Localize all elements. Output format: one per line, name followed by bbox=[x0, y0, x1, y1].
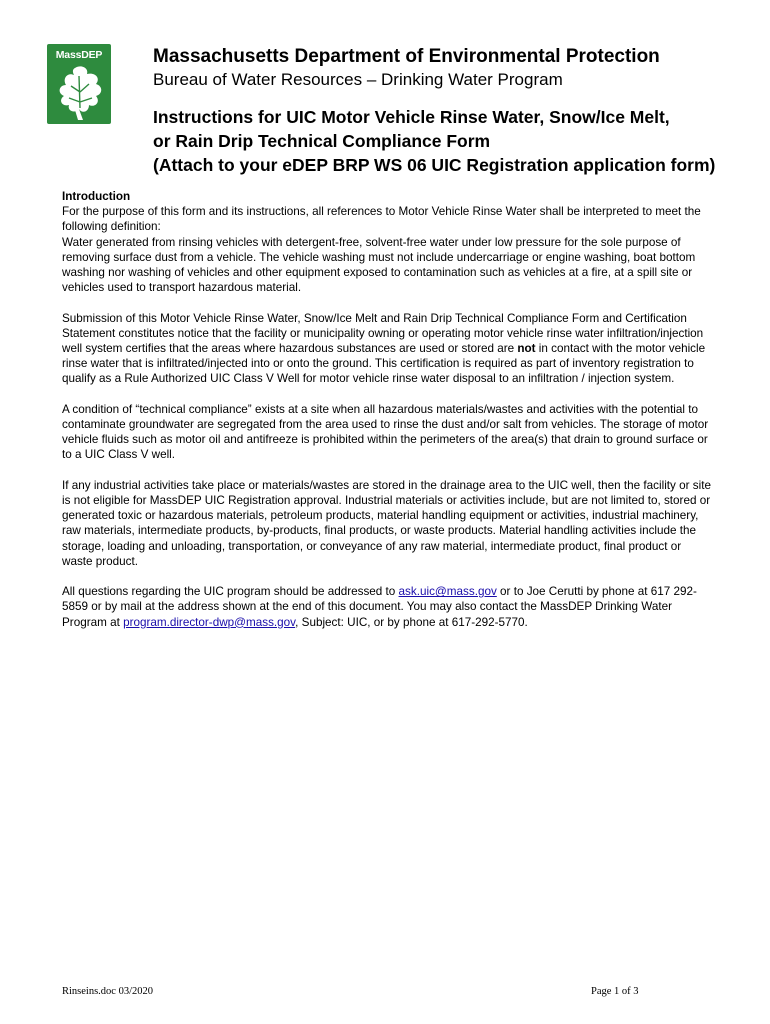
title-line: or Rain Drip Technical Compliance Form bbox=[153, 131, 491, 151]
footer-page-number: Page 1 of 3 bbox=[591, 986, 639, 997]
email-link-program-director[interactable]: program.director-dwp@mass.gov bbox=[123, 615, 296, 629]
title-line: (Attach to your eDEP BRP WS 06 UIC Registration application form) bbox=[153, 155, 716, 175]
paragraph: For the purpose of this form and its instructions, all references to Motor Vehicle Rinse Water shall be interpreted to meet the following definition: bbox=[62, 205, 701, 234]
title-line: Instructions for UIC Motor Vehicle Rinse Water, Snow/Ice Melt, bbox=[153, 107, 670, 127]
logo-text: MassDEP bbox=[55, 49, 103, 61]
email-link-ask-uic[interactable]: ask.uic@mass.gov bbox=[398, 585, 497, 599]
oak-leaf-icon bbox=[51, 62, 107, 122]
organization-name: Massachusetts Department of Environmental Protection bbox=[153, 46, 660, 67]
document-body bbox=[62, 189, 712, 645]
bureau-name: Bureau of Water Resources – Drinking Water Program bbox=[153, 70, 563, 89]
contact-paragraph: All questions regarding the UIC program should be addressed to ask.uic@mass.gov or to Joe Cerutti by phone at 617 292-5859 or by mail at the address shown at the end of this document. You may also contact the MassDEP Drinking Water Program at program.director-dwp@mass.gov, Subject: UIC, or by phone at 617-292-5770. bbox=[62, 585, 697, 629]
document-title bbox=[153, 105, 753, 177]
paragraph: Submission of this Motor Vehicle Rinse Water, Snow/Ice Melt and Rain Drip Technical Compliance Form and Certification Statement constitutes notice that the facility or municipality owning or operating motor vehicle rinse water infiltration/injection well system certifies that the areas where hazardous substances are used or stored are not in contact with the motor vehicle rinse water that is infiltrated/injected into or onto the ground. This certification is required as part of inventory registration to qualify as a Rule Authorized UIC Class V Well for motor vehicle rinse water disposal to an infiltration / injection system. bbox=[62, 311, 706, 386]
document-header bbox=[153, 45, 753, 177]
paragraph: A condition of “technical compliance” exists at a site when all hazardous materials/wastes and activities with the potential to contaminate groundwater are segregated from the area used to rinse the dust and/or salt from vehicles. The storage of motor vehicle fluids such as motor oil and antifreeze is prohibited within the perimeters of the area(s) that drain to ground surface or to a UIC Class V well. bbox=[62, 402, 709, 462]
definition-paragraph: Water generated from rinsing vehicles with detergent-free, solvent-free water under low pressure for the sole purpose of removing surface dust from a vehicle. The vehicle washing must not include undercarriage or engine washing, boat bottom washing nor washing of vehicles and other equipment exposed to contamination such as vehicles at a fire, at a spill site or vehicles used to transport hazardous material. bbox=[62, 235, 696, 295]
section-heading-introduction: Introduction bbox=[62, 190, 131, 203]
massdep-logo bbox=[47, 44, 111, 124]
paragraph: If any industrial activities take place or materials/wastes are stored in the drainage area to the UIC well, then the facility or site is not eligible for MassDEP UIC Registration approval. Industrial materials or activities include, but are not limited to, stored or generated toxic or hazardous materials, petroleum products, material handling equipment or activities, industrial machinery, raw materials, intermediate products, by-products, final products, or waste products. Material handling activities include the storage, loading and unloading, transportation, or conveyance of any raw material, intermediate product, final product or waste product. bbox=[62, 478, 711, 568]
footer-filename: Rinseins.doc 03/2020 bbox=[62, 986, 153, 997]
